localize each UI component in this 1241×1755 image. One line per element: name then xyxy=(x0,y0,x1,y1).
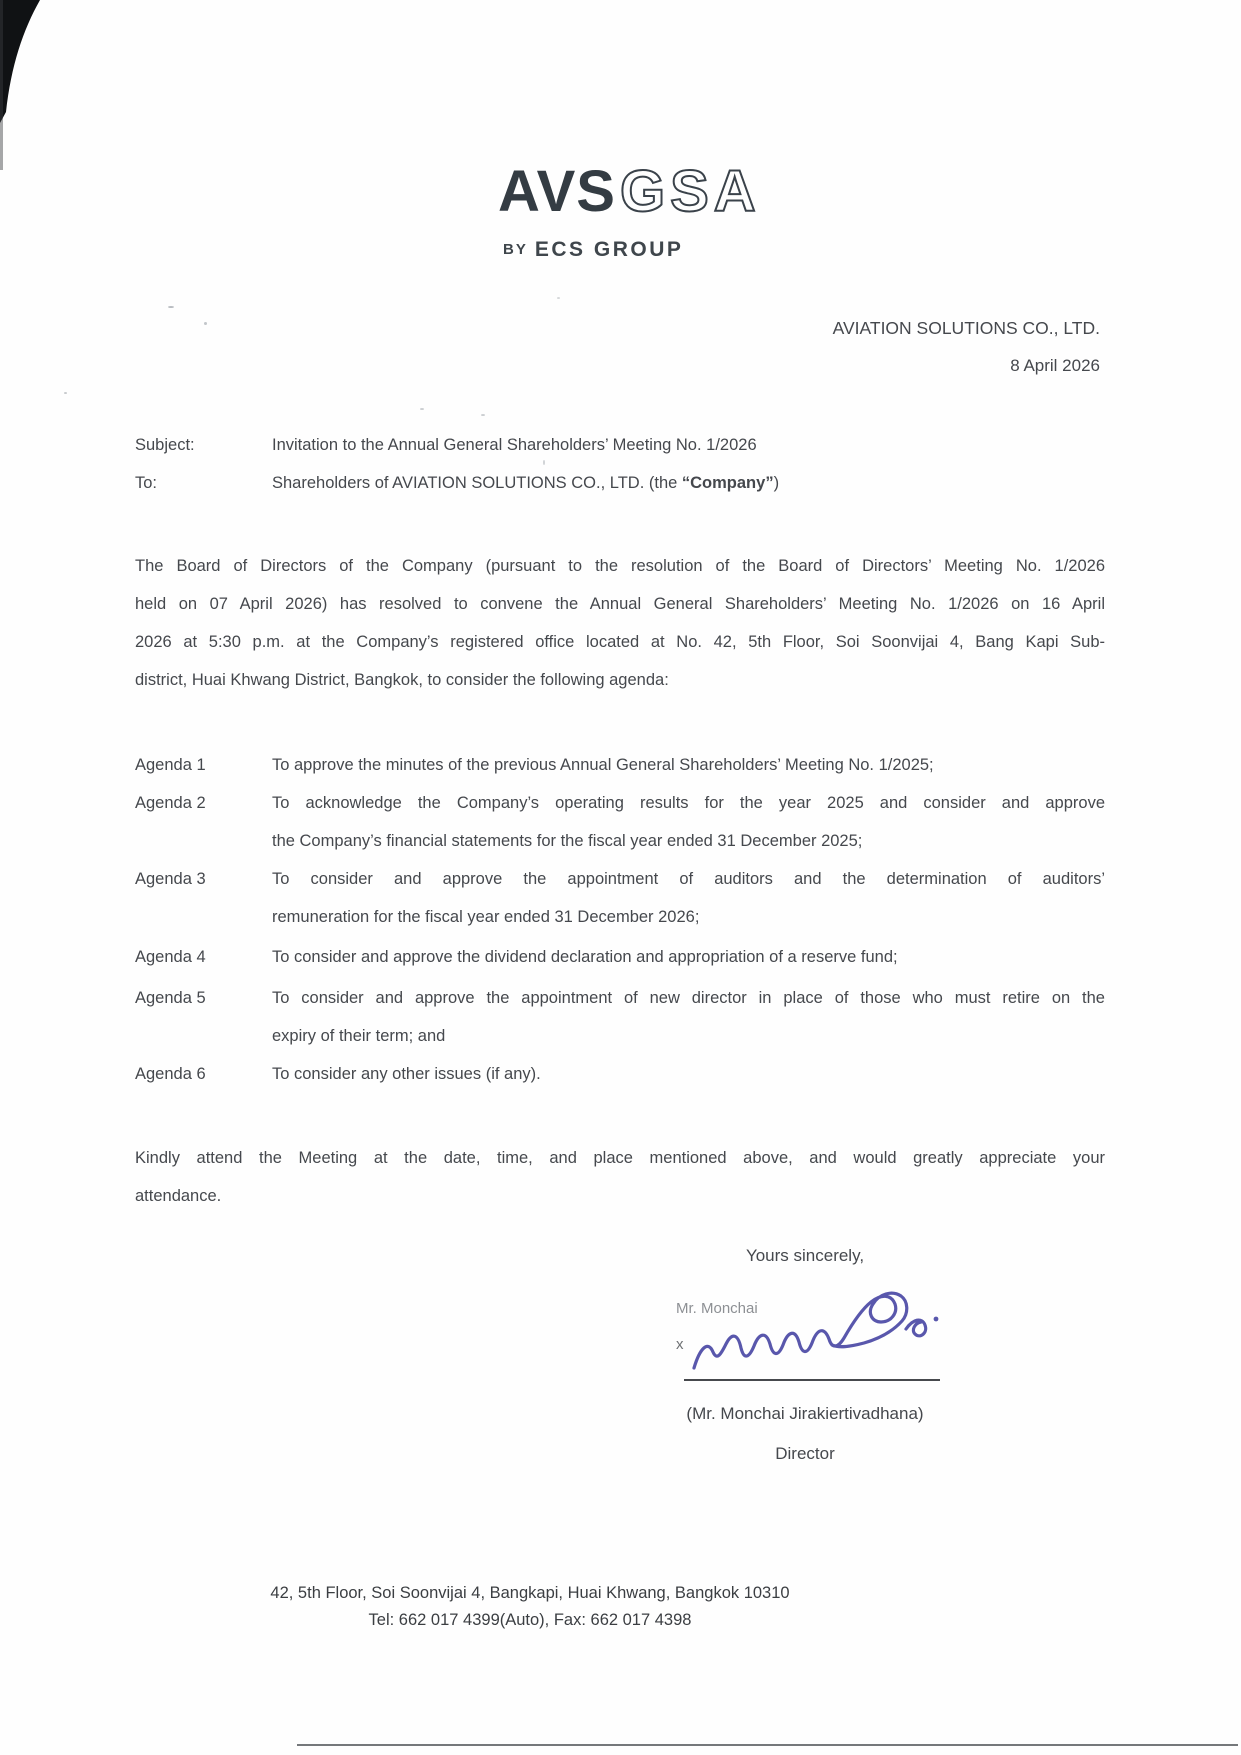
text-line: To approve the minutes of the previous Annual General Shareholders’ Meeting No. 1/2025; xyxy=(272,756,934,774)
text-line: To consider any other issues (if any). xyxy=(272,1065,541,1083)
text-line: To consider and approve the dividend declaration and appropriation of a reserve fund; xyxy=(272,948,898,966)
text-line: To acknowledge the Company’s operating results for the year 2025 and consider and approve xyxy=(272,794,1105,812)
scan-speck xyxy=(64,392,67,394)
footer-contact: Tel: 662 017 4399(Auto), Fax: 662 017 4398 xyxy=(368,1611,692,1629)
scan-artifact-edge xyxy=(0,0,3,170)
signer-title: Director xyxy=(775,1444,835,1463)
agenda-label: Agenda 6 xyxy=(135,1065,206,1083)
agenda-text xyxy=(272,938,1105,976)
text-line: the Company’s financial statements for the fiscal year ended 31 December 2025; xyxy=(272,832,863,850)
text-line: The Board of Directors of the Company (pursuant to the resolution of the Board of Directors’ Meeting No. 1/2026 xyxy=(135,557,1105,575)
logo-brand-outline: GSA xyxy=(619,159,761,224)
text-line: held on 07 April 2026) has resolved to convene the Annual General Shareholders’ Meeting No. 1/2026 on 16 April xyxy=(135,595,1105,613)
signer-name: (Mr. Monchai Jirakiertivadhana) xyxy=(686,1404,924,1423)
intro-paragraph xyxy=(135,547,1105,699)
text-line: attendance. xyxy=(135,1187,222,1205)
company-name: AVIATION SOLUTIONS CO., LTD. xyxy=(832,318,1100,338)
scan-speck xyxy=(481,414,485,416)
agenda-label: Agenda 1 xyxy=(135,756,206,774)
closing-paragraph xyxy=(135,1139,1105,1215)
page-bottom-rule xyxy=(297,1744,1238,1746)
signature-line xyxy=(684,1379,940,1381)
footer-address: 42, 5th Floor, Soi Soonvijai 4, Bangkapi, Huai Khwang, Bangkok 10310 xyxy=(270,1584,790,1602)
text-line: Kindly attend the Meeting at the date, time, and place mentioned above, and would greatly appreciate your xyxy=(135,1149,1105,1167)
subject-row xyxy=(0,426,1241,464)
text-line: district, Huai Khwang District, Bangkok, to consider the following agenda: xyxy=(135,671,669,689)
agenda-label: Agenda 3 xyxy=(135,870,206,888)
signature-x-mark: x xyxy=(676,1336,684,1353)
text-line: To consider and approve the appointment of auditors and the determination of auditors’ xyxy=(272,870,1105,888)
letter-date: 8 April 2026 xyxy=(1010,356,1100,375)
logo-byline-group: ECS GROUP xyxy=(534,238,684,261)
scan-speck xyxy=(168,306,174,308)
agenda-label: Agenda 5 xyxy=(135,989,206,1007)
agenda-text xyxy=(272,979,1105,1055)
salutation: Yours sincerely, xyxy=(745,1246,865,1265)
text-line: remuneration for the fiscal year ended 31 December 2026; xyxy=(272,908,700,926)
company-logo xyxy=(498,160,761,224)
logo-byline-prefix: BY xyxy=(503,241,528,258)
scan-speck xyxy=(557,297,560,299)
text-line: expiry of their term; and xyxy=(272,1027,446,1045)
to-label: To: xyxy=(135,474,158,492)
agenda-label: Agenda 2 xyxy=(135,794,206,812)
scan-speck xyxy=(204,322,207,325)
agenda-text xyxy=(272,860,1105,936)
to-row xyxy=(0,464,1241,502)
footer xyxy=(130,1580,930,1634)
agenda-text xyxy=(272,1055,1105,1093)
scan-speck xyxy=(420,408,424,410)
subject-value: Invitation to the Annual General Shareholders’ Meeting No. 1/2026 xyxy=(272,436,757,454)
logo-brand-solid: AVS xyxy=(498,159,616,224)
subject-label: Subject: xyxy=(135,436,195,454)
scan-artifact-corner xyxy=(0,0,42,125)
text-line: To consider and approve the appointment of new director in place of those who must retire on the xyxy=(272,989,1105,1007)
signature-ink xyxy=(688,1282,958,1384)
logo-byline xyxy=(503,238,683,262)
signer-hint: Mr. Monchai xyxy=(676,1300,758,1317)
agenda-text xyxy=(272,784,1105,860)
text-line: 2026 at 5:30 p.m. at the Company’s registered office located at No. 42, 5th Floor, Soi Soonvijai 4, Bang Kapi Sub- xyxy=(135,633,1105,651)
to-value: Shareholders of AVIATION SOLUTIONS CO., LTD. (the “Company”) xyxy=(272,474,780,492)
agenda-text xyxy=(272,746,1105,784)
agenda-label: Agenda 4 xyxy=(135,948,206,966)
